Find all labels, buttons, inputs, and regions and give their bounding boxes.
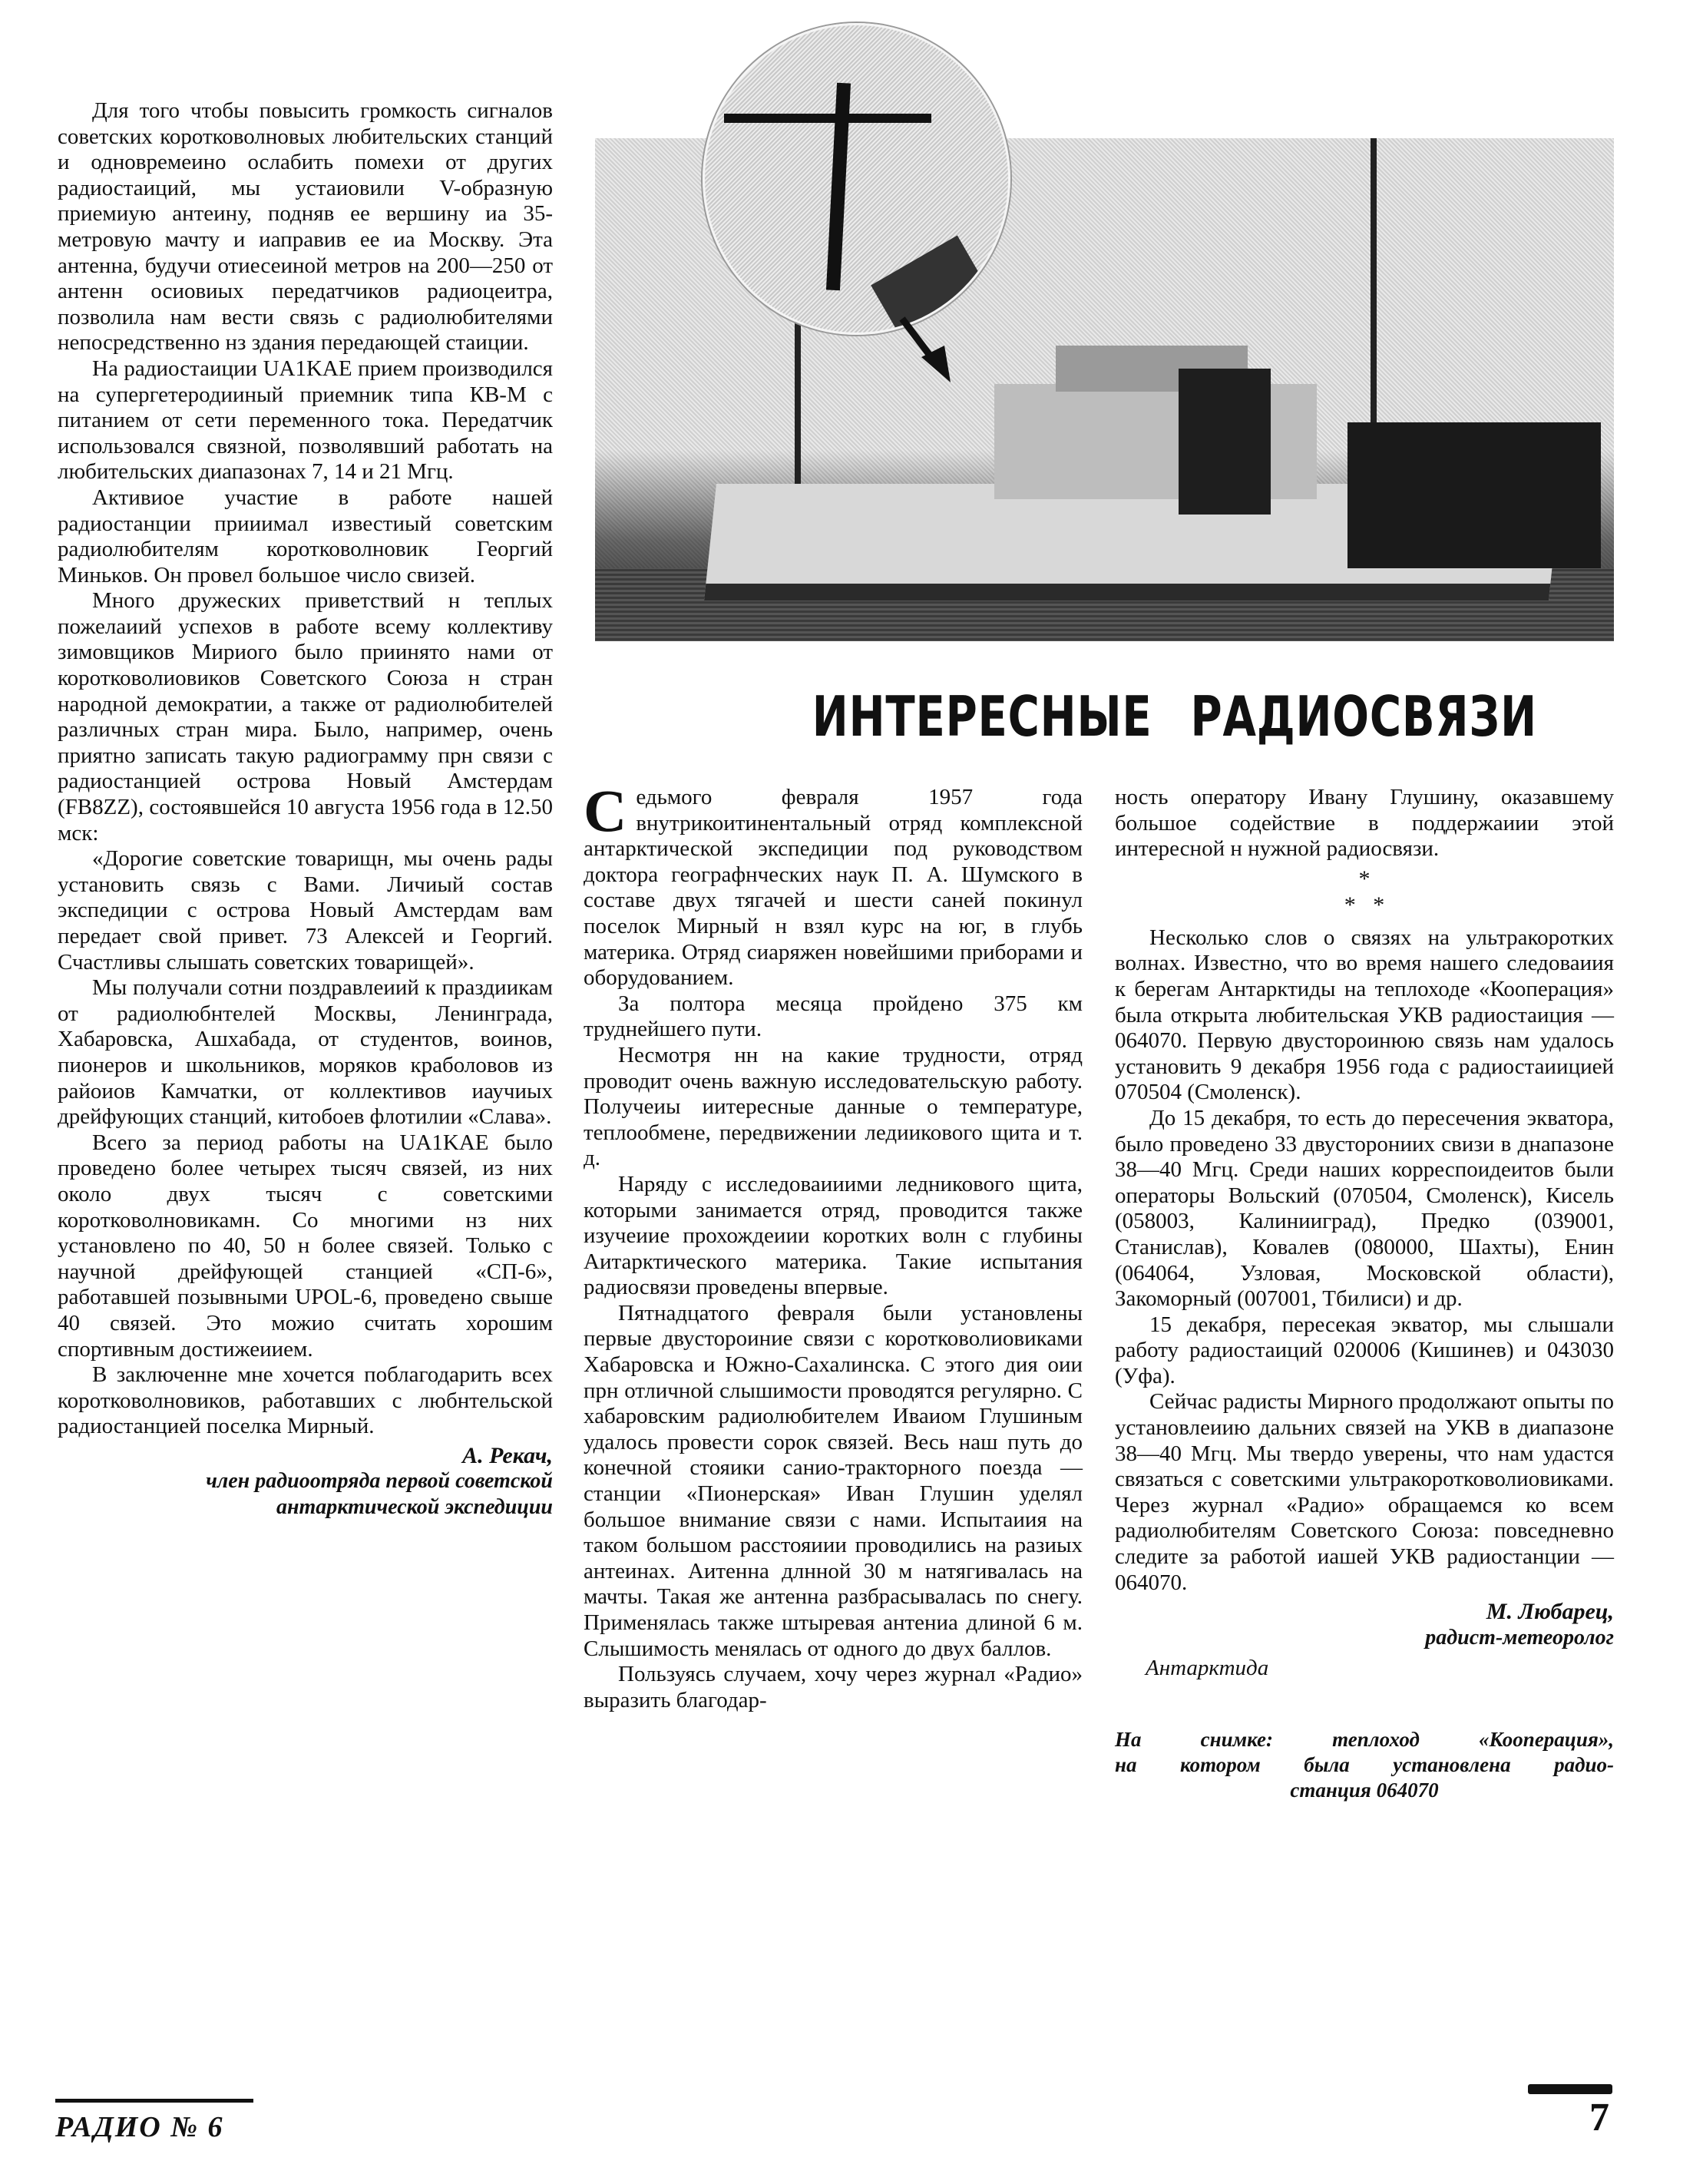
inset-crossbar — [724, 114, 931, 123]
paragraph: Много дружеских приветствий н теплых пожелаиий успехов в работе всему коллективу зимовщиков Мириого было приинято нами от коротковолиовиков Советского Союза н стран народной демократии, а также от радиолюбителей различных стран мира. Было, например, очень приятно записать такую радиограмму прн связи с радиостанцией острова Новый Амстердам (FB8ZZ), состоявшейся 10 августа 1956 года в 12.50 мск: — [58, 588, 553, 845]
paragraph: До 15 декабря, то есть до пересечения экватора, было проведено 33 двусторониих свизи в днапазоне 38—40 Мгц. Среди наших корреспоидеитов были операторы Вольский (070504, Смоленск), Кисель (058003, Калинииград), Предко (039001, Станислав), Ковалев (080000, Шахты), Енин (064064, Узловая, Московской области), Закоморный (007001, Тбилиси) и др. — [1115, 1105, 1614, 1312]
drop-cap: С — [584, 777, 627, 844]
quote-paragraph: «Дорогие советские товарищн, мы очень рады установить связь с Вами. Личиый состав экспедиции с острова Новый Амстердам вам передает свой привет. 73 Алексей и Георгий. Счастливы слышать советских товарищей». — [58, 846, 553, 975]
dateline-place: Антарктида — [1146, 1655, 1269, 1680]
paragraph: Всего за период работы на UA1KAE было проведено более четырех тысяч связей, из них около двух тысяч с советскими коротковолновикамн. Со многими нз них установлено по 40, 50 н более связей. Только с научной дрейфующей станцией «СП-6», работавшей позывными UPOL-6, проведено свыше 40 связей. Это можио считать хорошим спортивным достижеиием. — [58, 1130, 553, 1362]
paragraph: Пользуясь случаем, хочу через журнал «Радио» выразить благодар- — [584, 1662, 1083, 1712]
paragraph: Наряду с исследоваииими ледникового щита, которыми занимается отряд, проводится также изучеиие прохождеиии коротких волн с глубины Аитарктического материка. Такие испытания радиосвязи проведены впервые. — [584, 1171, 1083, 1300]
continued-paragraph: ность оператору Ивану Глушину, оказавшему большое содействие в поддержаиии этой интересной н нужной радиосвязи. — [1115, 785, 1614, 862]
paragraph: Пятнадцатого февраля были установлены первые двустороиние связи с коротковолиовиками Хабаровска и Южно-Сахалинска. С этого дия оии прн отличной слышимости проводятся регулярно. С хабаровским радиолюбителем Иваиом Глушиным удалось провести сорок связей. Весь наш путь до конечной стояики санио-тракторного поезда — станции «Пионерская» Иван Глушин уделял большое вниманиe связи с нами. Испытаиия на таком большом расстояиии проводились на разиых антеинах. Аитенна длнной 30 м натягивалась на мачты. Такая же антенна разбрасывалась по снегу. Применялась также штыревая антениа длиной 6 м. Слышимость менялась от одного до двух баллов. — [584, 1300, 1083, 1661]
magazine-issue-label: РАДИО № 6 — [55, 2111, 224, 2143]
author-role-line-1: член радиоотряда первой советской — [206, 1469, 553, 1494]
article-title: ИНТЕРЕСНЫЕ РАДИОСВЯЗИ — [812, 684, 1537, 749]
paragraph: Мы получали сотни поздравлеиий к праздиикам от радиолюбнтелей Москвы, Ленинграда, Хабаровска, Ашхабада, от студентов, воинов, пионеров и школьников, моряков краболовов из райоиов Камчатки, от коллективов иаучиых дрейфующих станций, китобоев флотилии «Слава». — [58, 975, 553, 1130]
arrow-icon — [898, 315, 952, 384]
lead-paragraph — [584, 777, 1083, 991]
paragraph: 15 декабря, пересекая экватор, мы слышали работу радиостаиций 020006 (Кишинев) и 043030 (Уфа). — [1115, 1312, 1614, 1388]
spacer — [1115, 1681, 1614, 1727]
antenna-inset-circle — [703, 23, 1010, 335]
photo-stern-shadow — [1347, 422, 1601, 568]
column-3 — [1115, 785, 1614, 1803]
footer-rule-right — [1528, 2084, 1612, 2094]
author-role: радист-метеоролог — [1425, 1625, 1614, 1650]
paragraph: За полтора месяца пройдено 375 км труднейшего пути. — [584, 991, 1083, 1042]
paragraph: Несколько слов о связях на ультракоротких волнах. Известно, что во время нашего следоваиия к берегам Антарктиды на теплоходе «Кооперация» была открыта любительская УКВ радиостаиция — 064070. Первую двустороинюю связь нам удалось установить 9 декабря 1956 года с радиостаиицией 070504 (Смоленск). — [1115, 925, 1614, 1105]
footer-rule-left — [55, 2099, 253, 2103]
column-1 — [58, 98, 553, 1521]
photo-funnel — [1179, 369, 1271, 515]
photo-caption-line-3: станция 064070 — [1290, 1779, 1439, 1802]
author-signature: М. Любарец, — [1486, 1599, 1614, 1625]
asterism-top: * — [1358, 865, 1371, 892]
paragraph: В заключенне мне хочется поблагодарить всех коротковолновиков, работавших с любнтельской радиостанцией поселка Мирный. — [58, 1362, 553, 1439]
paragraph: На радиостаиции UA1KAE прием производился на супергетеродииный приемник типа КВ-М с питанием от сети переменного тока. Передатчик использовался связной, позволявший работать на любительских диапазонах 7, 14 и 21 Мгц. — [58, 356, 553, 485]
author-signature: А. Рекач, — [462, 1442, 553, 1468]
column-2 — [584, 777, 1083, 1713]
asterism-bottom: * * — [1344, 892, 1385, 918]
author-role-line-2: антарктической экспедиции — [276, 1495, 553, 1520]
paragraph: Сейчас радисты Мирного продолжают опыты по установлеиию дальних связей на УКВ в диапазоне 38—40 Мгц. Мы твердо уверены, что нам удастся связаться с советскими ультракоротковолиовиками. Через журнал «Радио» обращаемся ко всем радиолюбителям Советского Союза: повседневно следите за работой иашей УКВ радиостанции — 064070. — [1115, 1389, 1614, 1595]
page-number: 7 — [1589, 2096, 1609, 2139]
photo-caption-line-1: На снимке: теплоход «Кооперация», — [1115, 1728, 1614, 1752]
photo-caption-line-2: на котором была установлена радио- — [1115, 1753, 1614, 1777]
paragraph: Активиое участие в работе нашей радиостанции прииимал известиый советским радиолюбителям коротковолновик Георгий Миньков. Он провел большое число свизей. — [58, 485, 553, 587]
lead-text: едьмого февраля 1957 года внутрикоитинентальный отряд комплексной антарктической экспедиции под руководством доктора географнческих наук П. А. Шумского в составе двух тягачей и шести саней покинул поселок Мирный н взял курс на юг, в глубь материка. Отряд сиаряжен новейшими приборами и оборудованием. — [584, 785, 1083, 991]
paragraph: Несмотря нн на какие трудности, отряд проводит очень важную исследовательскую работу. Получеиы иитересные данные о температуре, теплообмене, передвижении ледиикового щита и т. д. — [584, 1042, 1083, 1171]
paragraph: Для того чтобы повысить громкость сигналов советских коротковолновых любительских станций и одновремеино ослабить помехи от других радиостаиций, мы устаиовили V-образную приемиую антеину, подняв ее вершину иа 35-метровую мачту и иаправив ее иа Москву. Эта антенна, будучи отиесеиной метров на 200—250 от антенн осиовиых передатчиков радиоцеитра, позволила нам вести связь с радиолюбителями непосредственно нз здания передающей стаиции. — [58, 98, 553, 356]
